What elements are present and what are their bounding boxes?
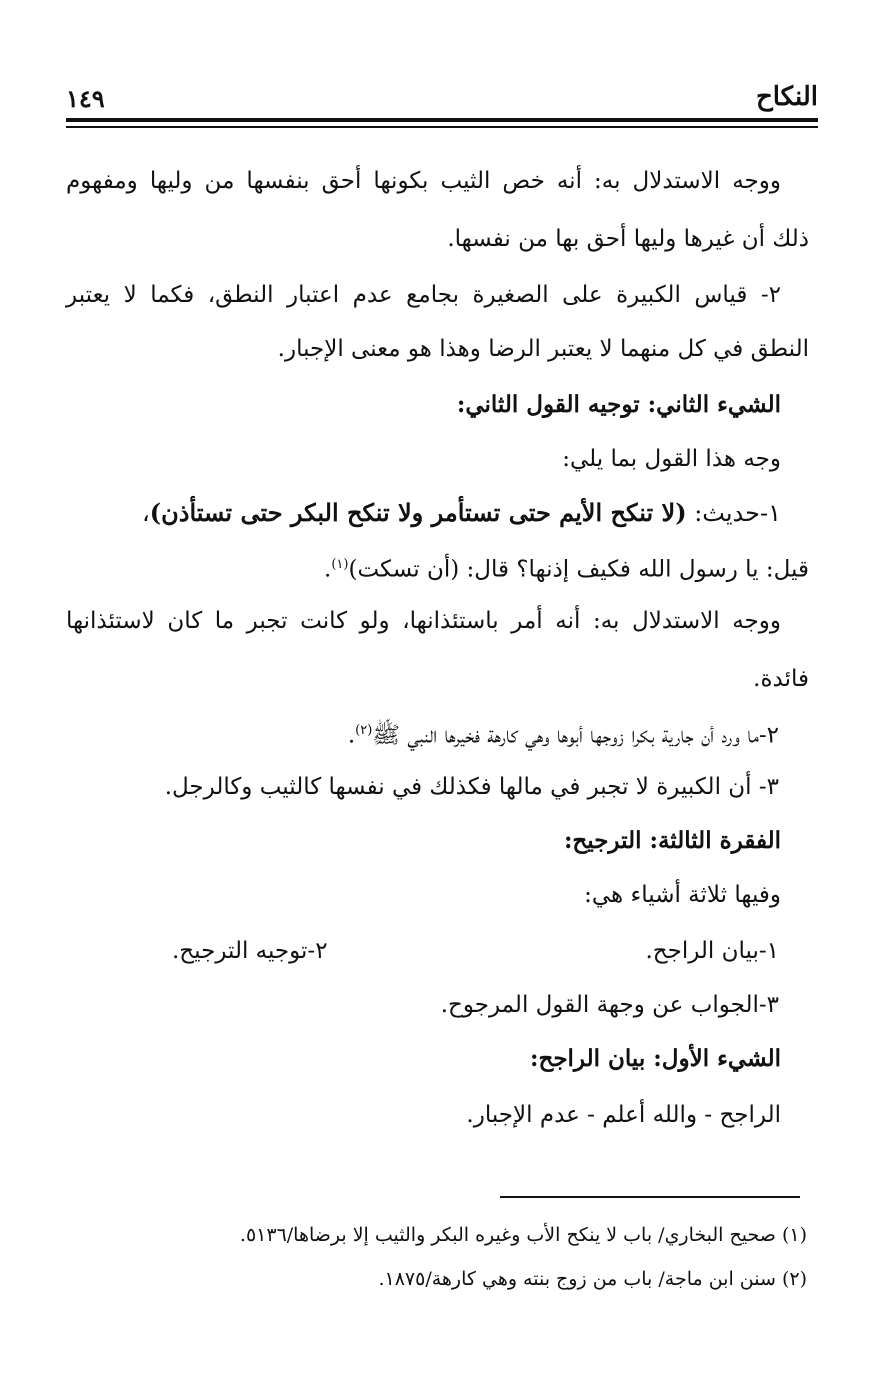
- body-line: ذلك أن غيرها وليها أحق بها من نفسها.: [447, 226, 809, 252]
- body-line: وجه هذا القول بما يلي:: [562, 446, 781, 472]
- footnote-2: (٢) سنن ابن ماجة/ باب من زوج بنته وهي كارهة/١٨٧٥.: [378, 1268, 807, 1290]
- hadith-prefix: ١-حديث:: [686, 499, 781, 527]
- body-line: فائدة.: [753, 666, 809, 692]
- body-text: .: [324, 556, 332, 583]
- body-line: الراجح - والله أعلم - عدم الإجبار.: [466, 1102, 781, 1128]
- body-line: ووجه الاستدلال به: أنه أمر باستئذانها، ولو كانت تجبر ما كان لاستئذانها: [66, 608, 781, 634]
- list-item: ٢-توجيه الترجيح.: [172, 938, 328, 964]
- body-line: [348, 716, 779, 751]
- list-item: ٣-الجواب عن وجهة القول المرجوح.: [440, 992, 779, 1018]
- footnote-ref: (١): [331, 557, 349, 572]
- header-rule-thin: [66, 126, 818, 128]
- page-number: ١٤٩: [66, 84, 105, 113]
- chapter-title: النكاح: [755, 82, 818, 112]
- body-text: قيل: يا رسول الله فكيف إذنها؟ قال: (أن تسكت): [348, 556, 809, 583]
- body-text: ٢-ما ورد أن جارية بكرا زوجها أبوها وهي كارهة فخيرها النبي ﷺ: [372, 722, 779, 749]
- running-header: [66, 82, 818, 122]
- body-line: ٢- قياس الكبيرة على الصغيرة بجامع عدم اعتبار النطق، فكما لا يعتبر: [66, 282, 781, 308]
- body-line: [324, 550, 809, 585]
- section-heading: الشيء الثاني: توجيه القول الثاني:: [456, 391, 781, 418]
- body-line: ووجه الاستدلال به: أنه خص الثيب بكونها أحق بنفسها من وليها ومفهوم: [66, 168, 781, 194]
- body-line: ٣- أن الكبيرة لا تجبر في مالها فكذلك في نفسها كالثيب وكالرجل.: [164, 774, 779, 800]
- body-line: وفيها ثلاثة أشياء هي:: [584, 882, 781, 908]
- section-heading: الفقرة الثالثة: الترجيح:: [563, 827, 781, 854]
- body-text: .: [347, 722, 356, 749]
- section-heading: الشيء الأول: بيان الراجح:: [529, 1045, 781, 1072]
- hadith-line: [142, 498, 781, 528]
- hadith-quote: (لا تنكح الأيم حتى تستأمر ولا تنكح البكر حتى تستأذن): [149, 498, 687, 527]
- hadith-suffix: ،: [142, 499, 150, 527]
- list-item: ١-بيان الراجح.: [645, 938, 779, 964]
- body-line: النطق في كل منهما لا يعتبر الرضا وهذا هو معنى الإجبار.: [277, 336, 809, 362]
- footnote-ref: (٢): [355, 723, 373, 738]
- header-rule-thick: [66, 118, 818, 122]
- footnote-1: (١) صحيح البخاري/ باب لا ينكح الأب وغيره البكر والثيب إلا برضاها/٥١٣٦.: [239, 1224, 807, 1246]
- footnote-separator: [500, 1196, 800, 1198]
